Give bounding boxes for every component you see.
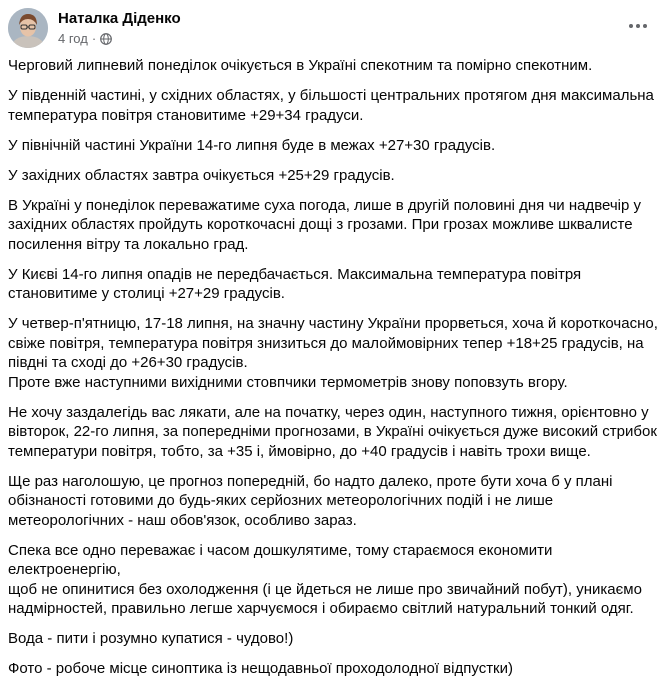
paragraph-line: Черговий липневий понеділок очікується в Україні спекотним та помірно спекотним. [8, 57, 593, 74]
post-paragraph [8, 56, 658, 76]
paragraph-line: У четвер-п'ятницю, 17-18 липня, на значну частину України прорветься, хоча й короткочасно, [8, 315, 658, 332]
post-paragraph [8, 659, 658, 679]
post-paragraph [8, 403, 658, 462]
paragraph-line: щоб не опинитися без охолодження (і це йдеться не лише про звичайний побут), уникаємо [8, 580, 642, 598]
post-timestamp[interactable]: 4 год [58, 31, 88, 46]
paragraph-line: Не хочу заздалегідь вас лякати, але на початку, через один, наступного тижня, орієнтовно у [8, 403, 649, 421]
avatar-photo [8, 8, 48, 48]
globe-icon[interactable] [100, 33, 112, 45]
paragraph-line: західних областях пройдуть короткочасні дощі з грозами. При грозах можливе шквалисте [8, 216, 633, 233]
paragraph-line: В Україні у понеділок переважатиме суха погода, лише в другій половині дня чи надвечір у [8, 196, 642, 214]
more-dots-icon [628, 23, 648, 29]
paragraph-line: У південній частині, у східних областях, у більшості центральних протягом дня максимальна [8, 87, 654, 104]
post-meta [58, 31, 112, 46]
paragraph-line: Спека все одно переважає і часом дошкулятиме, тому стараємося економити електроенергію, [8, 541, 553, 578]
author-name[interactable]: Наталка Діденко [58, 10, 181, 27]
paragraph-line: Проте вже наступними вихідними стовпчики термометрів знову поповзуть вгору. [8, 373, 568, 391]
paragraph-line: надмірностей, правильно легше харчуємося і обираємо світлий натуральний тонкий одяг. [8, 600, 634, 617]
paragraph-line: вівторок, 22-го липня, за попередніми прогнозами, в Україні очікується дуже високий стрибок [8, 423, 657, 440]
paragraph-line: Вода - пити і розумно купатися - чудово!) [8, 630, 294, 647]
paragraph-line: У західних областях завтра очікується +25+29 градусів. [8, 166, 395, 184]
paragraph-line: Фото - робоче місце синоптика із нещодавньої проходолодної відпустки) [8, 660, 513, 677]
paragraph-line: Ще раз наголошую, це прогноз попередній, бо надто далеко, проте бути хоча б у плані [8, 472, 613, 490]
avatar[interactable] [8, 8, 48, 48]
paragraph-line: температура повітря становитиме +29+34 градуси. [8, 106, 364, 124]
post-paragraph [8, 265, 658, 304]
paragraph-line: посилення вітру та локально град. [8, 235, 249, 253]
post-paragraph [8, 314, 658, 392]
post-paragraph [8, 86, 658, 125]
post-paragraph [8, 472, 658, 531]
post-paragraph [8, 136, 658, 156]
paragraph-line: обізнаності готовими до будь-яких серйозних метеорологічних подій і не лише [8, 492, 554, 509]
post-paragraph [8, 541, 658, 619]
paragraph-line: У північній частині України 14-го липня буде в межах +27+30 градусів. [8, 136, 496, 154]
paragraph-line: температури повітря, тобто, за +35 і, ймовірно, до +40 градусів і навіть трохи вище. [8, 442, 591, 460]
paragraph-line: півдні та сході до +26+30 градусів. [8, 354, 248, 371]
post-text [8, 56, 658, 689]
post-paragraph [8, 166, 658, 186]
meta-separator: · [91, 31, 97, 46]
paragraph-line: У Києві 14-го липня опадів не передбачається. Максимальна температура повітря [8, 265, 582, 283]
more-options-button[interactable] [620, 8, 656, 44]
paragraph-line: становитиме у столиці +27+29 градусів. [8, 285, 285, 302]
paragraph-line: свіже повітря, температура повітря знизиться до малоймовірних тепер +18+25 градусів, на [8, 334, 644, 352]
post-paragraph [8, 196, 658, 255]
paragraph-line: метеорологічних - наш обов'язок, особливо зараз. [8, 511, 357, 529]
post-header [8, 6, 662, 50]
